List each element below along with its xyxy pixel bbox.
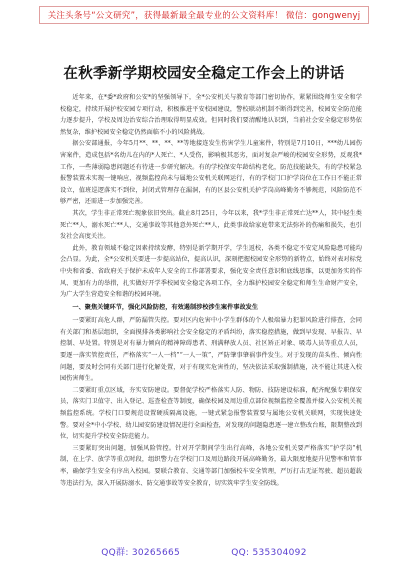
body-paragraph: 三要紧盯突出问题，加强风险管控。针对开学期间学生出行高峰，各地公安机关要严格落实“护学岗”机制，在上学、放学等重点时段，组织警力在学校门口及周边路段开展高峰勤务，最大限度地提升见警率和管事率，确保学生安全有序出入校园。要联合教育、交通等部门加强校车安全管理，严厉打击无证驾驶、超员超载等违法行为，深入开展防溺水、防交通事故等安全教育，切实筑牢学生安全防线。	[60, 444, 362, 487]
body-paragraph: 二要紧盯重点区域，夯实安防建设。要督促学校严格落实人防、物防、技防建设标准，配齐配强专职保安员，落实门卫值守、出入登记、巡查检查等制度，确保校园及周边重点部位视频监控全覆盖并接入公安机关视频监控系统。学校门口要规范设置硬质隔离设施，一键式紧急报警装置要与属地公安机关联网，实现快速处警。要对全*中小学校、幼儿园安防建设情况进行全面检查，对发现的问题隐患逐一建立整改台账，限期整改到位，切实提升学校安全防范能力。	[60, 386, 362, 441]
body-paragraph: 其次，学生非正常死亡现象依旧突出。截止8月25日，今年以来，我*学生非正常死亡达**人，其中轻生类死亡**人，溺水死亡**人，交通事故等其他意外死亡**人，此类事故给家庭带来无法弥补的伤痛和损失，也引发社会高度关注。	[60, 209, 362, 241]
footer-qq-group: QQ群: 30265665	[101, 548, 181, 558]
body-paragraph: 近年来，在*委*政府和公安*的坚强领导下，全*公安机关与教育等部门密切协作，紧紧围绕师生安全和学校稳定，持续开展护校安园专项行动，积极推进平安校园建设，警校联动机制不断得到完善，校园安全防范能力逐步提升，学校及周边治安综合治理取得明显成效。但同时我们要清醒地认识到，当前社会安全稳定形势依然复杂，维护校园安全稳定仍然面临不小的风险挑战。	[60, 94, 362, 136]
document-body	[60, 92, 362, 532]
body-paragraph: 一要紧盯高危人群，严防漏管失控。要对区内危害中小学生群体的个人极端暴力犯罪风险进行排查，会同有关部门和基层组织，全面摸排各类影响社会安全稳定的矛盾纠纷，落实稳控措施，做到早发现、早报告、早控制、早处置。特别是对有暴力倾向的精神障碍患者、刑满释放人员、社区矫正对象、吸毒人员等重点人员，要逐一落实管控责任，严格落实“一人一档”“一人一策”，严防肇事肇祸事件发生。对于发现的苗头性、倾向性问题，要及时会同有关部门进行化解处置，对于有现实危害性的，坚决依法采取强制措施，决不能让其进入校园伤害师生。	[60, 317, 362, 383]
page-title: 在秋季新学期校园安全稳定工作会上的讲话	[63, 66, 345, 82]
body-paragraph: 此外，教育领域不稳定因素持续发酵，特别是新学期开学，学生返校，各类不稳定不安定风险隐患可能均会凸显。为此，全*公安机关要进一步提高站位，提高认识，深刻把握校园安全形势的新特点，始终对表对标党中央和省委、省政府关于保护未成年人安全的工作部署要求，强化安全责任意识和底线思维，以更加务实的作风、更加有力的举措，扎实做好开学季校园安全稳定各项工作，全力维护校园安全稳定和师生生命财产安全，为广大学生营造安全和谐的校园环境。	[60, 244, 362, 299]
footer-qq: QQ: 535304092	[231, 548, 307, 558]
top-banner	[0, 0, 408, 44]
footer	[0, 545, 408, 558]
body-paragraph: 据公安部通报，今年5月**、**、**、**等地接连发生伤害学生儿童案件，特别是7月10日，***幼儿园伤害案件，造成包括*名幼儿在内的*人死亡、*人受伤，影响极其恶劣，面对复杂严峻的校园安全形势，反观我*工作，一些薄弱隐患问题还有待进一步研究解决。有的学校保安年龄结构老化，防范技能缺失，有的学校紧急报警装置未实现一键响应，视频监控尚未与属地公安机关联网运行，有的学校门口护学岗位在工作日不能正常设立，值班巡逻落实不到位，封闭式管理存在漏洞，有的区县公安机关护学岗高峰勤务不够规范，风险防范不够严密，还需进一步加强完善。	[60, 140, 362, 206]
banner-text: 关注头条号“公文研究”，获得最新最全最专业的公文资料库！ 微信：gongwenyj	[39, 6, 370, 24]
section-heading: 一、聚焦关键环节，强化风险防控，有效遏制涉校涉生案件事故发生	[72, 303, 259, 311]
